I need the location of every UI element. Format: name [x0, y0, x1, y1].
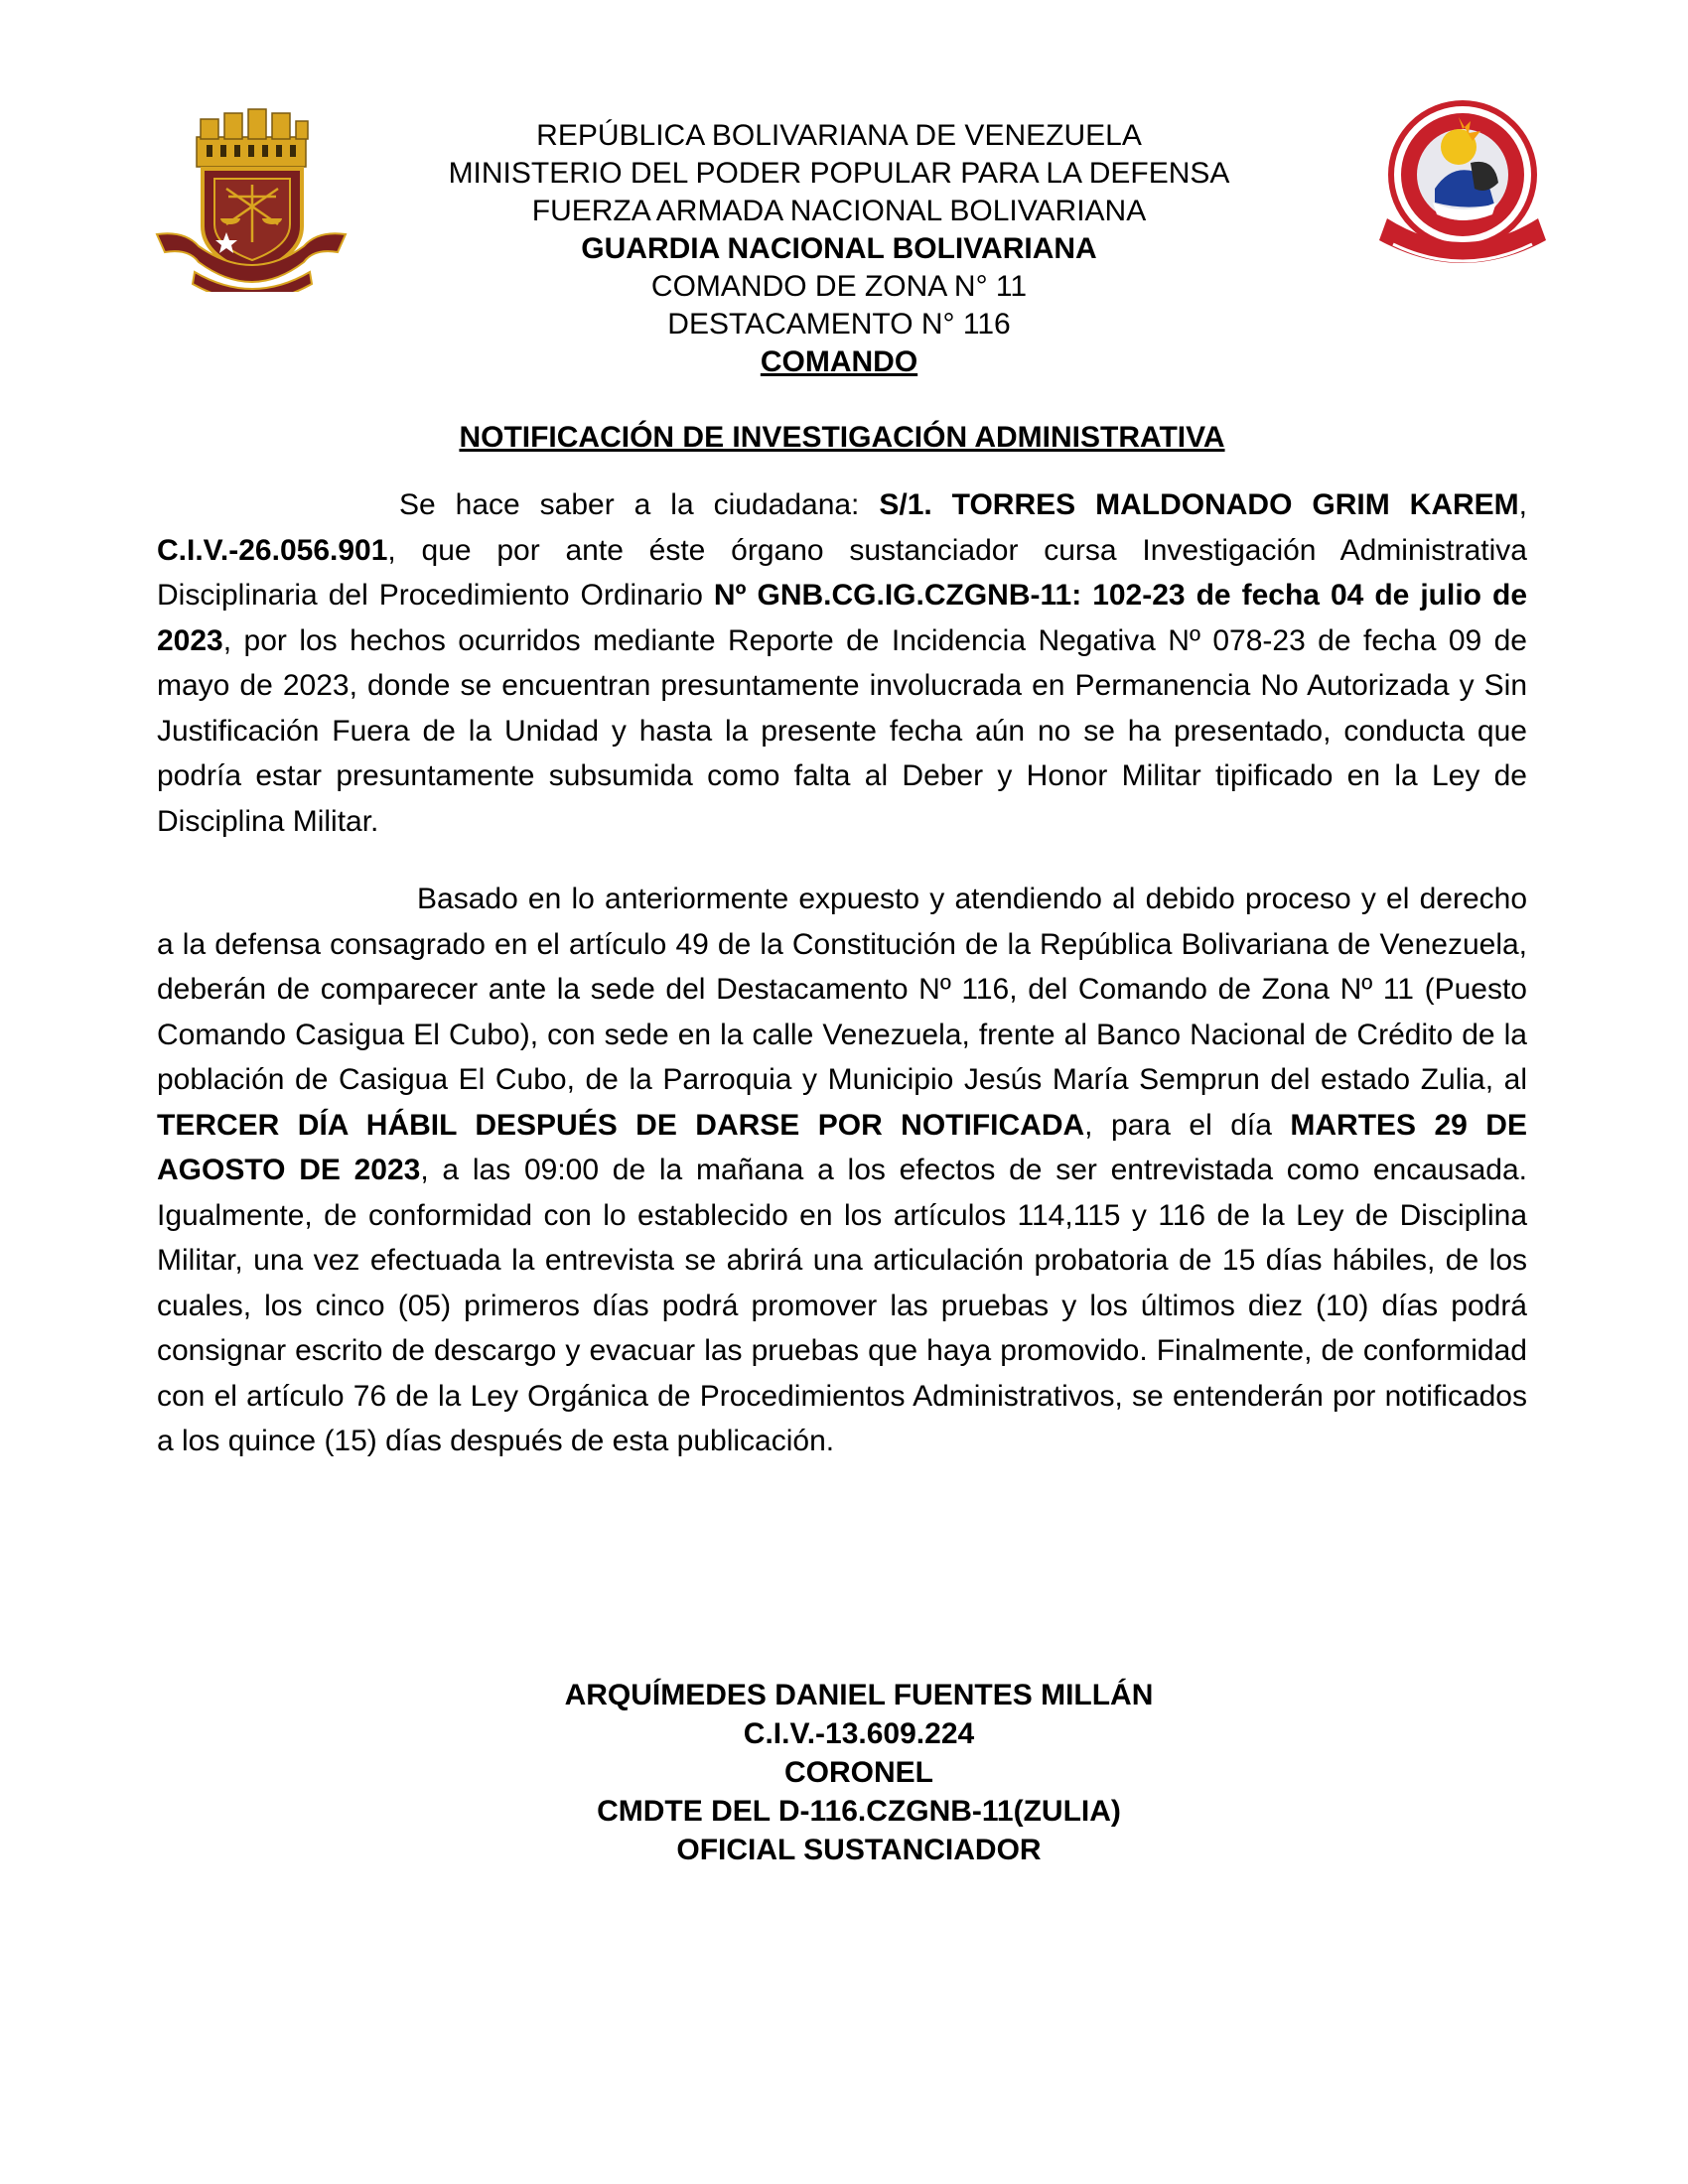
header-comando: COMANDO	[760, 345, 918, 378]
p1-text-2: ,	[1518, 488, 1527, 521]
p1-subject-civ: C.I.V.-26.056.901	[157, 533, 388, 567]
p2-date: MARTES 29 DE AGOSTO DE 2023	[157, 1108, 1527, 1186]
paragraph-notification	[157, 482, 1527, 844]
p2-text-2: , para el día	[1084, 1108, 1291, 1142]
signature-block	[298, 1676, 1420, 1869]
document-title: NOTIFICACIÓN DE INVESTIGACIÓN ADMINISTRATIVA	[459, 421, 1225, 454]
signature-name: ARQUÍMEDES DANIEL FUENTES MILLÁN	[564, 1679, 1154, 1711]
header-ministry: MINISTERIO DEL PODER POPULAR PARA LA DEFENSA	[448, 157, 1230, 190]
p1-text-3: , que por ante éste órgano sustanciador cursa Investigación Administrativa Disciplinaria del Procedimiento Ordinario	[157, 533, 1527, 612]
header-destacamento: DESTACAMENTO N° 116	[667, 308, 1011, 341]
p2-deadline: TERCER DÍA HÁBIL DESPUÉS DE DARSE POR NOTIFICADA	[157, 1108, 1085, 1142]
header-republic: REPÚBLICA BOLIVARIANA DE VENEZUELA	[536, 119, 1142, 152]
p2-text-1: Basado en lo anteriormente expuesto y atendiendo al debido proceso y el derecho a la defensa consagrado en el artículo 49 de la Constitución de la República Bolivariana de Venezuela, deberán de comparecer ante la sede del Destacamento Nº 116, del Comando de Zona Nº 11 (Puesto Comando Casigua El Cubo), con sede en la calle Venezuela, frente al Banco Nacional de Crédito de la población de Casigua El Cubo, de la Parroquia y Municipio Jesús María Semprun del estado Zulia, al	[157, 883, 1527, 1096]
header-guardia-nacional: GUARDIA NACIONAL BOLIVARIANA	[581, 232, 1097, 265]
paragraph-summons	[157, 877, 1527, 1464]
comando-de-zona-11-emblem-icon	[1375, 99, 1549, 278]
header-armed-forces: FUERZA ARMADA NACIONAL BOLIVARIANA	[531, 195, 1147, 227]
header-comando-zona: COMANDO DE ZONA N° 11	[650, 270, 1028, 303]
p1-subject-name: S/1. TORRES MALDONADO GRIM KAREM	[879, 488, 1519, 521]
p1-text-1: Se hace saber a la ciudadana:	[399, 488, 880, 521]
signature-civ: C.I.V.-13.609.224	[743, 1717, 975, 1750]
signature-rank: CORONEL	[784, 1756, 933, 1789]
p1-text-4: , por los hechos ocurridos mediante Reporte de Incidencia Negativa Nº 078-23 de fecha 09 de mayo de 2023, donde se encuentran presuntamente involucrada en Permanencia No Autorizada y Sin Justificación Fuera de la Unidad y hasta la presente fecha aún no se ha presentado, conducta que podría estar presuntamente subsumida como falta al Deber y Honor Militar tipificado en la Ley de Disciplina Militar.	[157, 623, 1527, 838]
p2-text-3: , a las 09:00 de la mañana a los efectos de ser entrevistada como encausada. Igualmente, de conformidad con lo establecido en los artículos 114,115 y 116 de la Ley de Disciplina Militar, una vez efectuada la entrevista se abrirá una articulación probatoria de 15 días hábiles, de los cuales, los cinco (05) primeros días podrá promover las pruebas y los últimos diez (10) días podrá consignar escrito de descargo y evacuar las pruebas que haya promovido. Finalmente, de conformidad con el artículo 76 de la Ley Orgánica de Procedimientos Administrativos, se entenderán por notificados a los quince (15) días después de esta publicación.	[157, 1154, 1528, 1457]
signature-position: CMDTE DEL D-116.CZGNB-11(ZULIA)	[597, 1795, 1121, 1828]
document-header	[298, 117, 1380, 381]
p1-case-number: Nº GNB.CG.IG.CZGNB-11: 102-23 de fecha 04 de julio de 2023	[157, 579, 1527, 657]
signature-role: OFICIAL SUSTANCIADOR	[676, 1834, 1042, 1866]
